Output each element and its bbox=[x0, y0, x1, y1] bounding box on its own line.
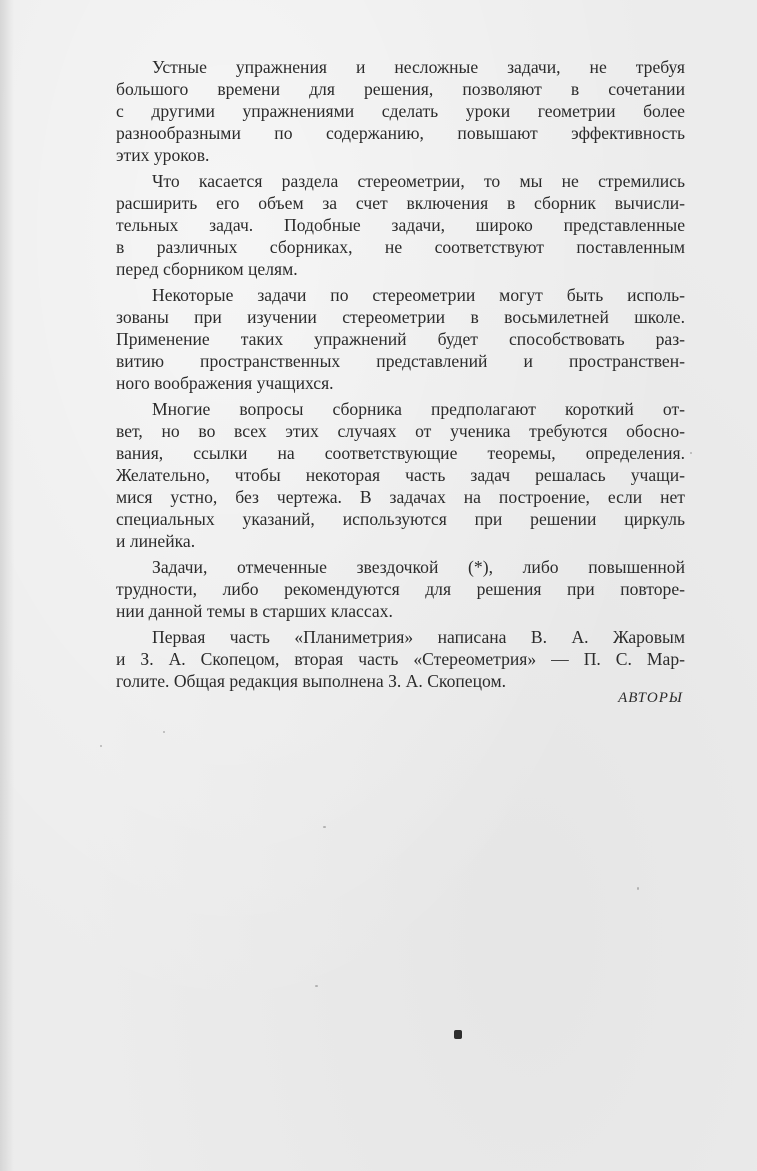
text-line: разнообразными по содержанию, повышают эффективность bbox=[116, 123, 685, 143]
page-edge-shadow bbox=[0, 0, 14, 1171]
text-line: Желательно, чтобы некоторая часть задач решалась учащи- bbox=[116, 465, 685, 485]
text-line: зованы при изучении стереометрии в восьмилетней школе. bbox=[116, 307, 685, 327]
text-line: нии данной темы в старших классах. bbox=[116, 601, 393, 621]
paper-speck bbox=[323, 826, 326, 828]
paper-speck bbox=[637, 887, 639, 890]
text-line: этих уроков. bbox=[116, 145, 210, 165]
paragraph-4 bbox=[116, 398, 685, 552]
text-line: и З. А. Скопецом, вторая часть «Стереометрия» — П. С. Мар- bbox=[116, 649, 685, 669]
text-line: мися устно, без чертежа. В задачах на построение, если нет bbox=[116, 487, 685, 507]
text-line: специальных указаний, используются при решении циркуль bbox=[116, 509, 685, 529]
text-line: расширить его объем за счет включения в сборник вычисли- bbox=[116, 193, 685, 213]
text-line: трудности, либо рекомендуются для решения при повторе- bbox=[116, 579, 685, 599]
text-line: перед сборником целям. bbox=[116, 259, 298, 279]
paper-speck bbox=[690, 452, 692, 454]
text-line: Устные упражнения и несложные задачи, не требуя bbox=[152, 57, 685, 77]
paragraph-5 bbox=[116, 556, 685, 622]
authors-signature: АВТОРЫ bbox=[618, 690, 683, 706]
text-line: Некоторые задачи по стереометрии могут быть исполь- bbox=[152, 285, 685, 305]
paper-speck bbox=[100, 745, 102, 747]
paragraph-6 bbox=[116, 626, 685, 692]
text-line: Что касается раздела стереометрии, то мы не стремились bbox=[152, 171, 685, 191]
text-line: и линейка. bbox=[116, 531, 196, 551]
text-line: ного воображения учащихся. bbox=[116, 373, 334, 393]
paragraph-1 bbox=[116, 56, 685, 166]
paper-speck bbox=[163, 731, 165, 733]
text-line: Задачи, отмеченные звездочкой (*), либо повышенной bbox=[152, 557, 685, 577]
text-line: тельных задач. Подобные задачи, широко представленные bbox=[116, 215, 685, 235]
text-line: большого времени для решения, позволяют в сочетании bbox=[116, 79, 685, 99]
paper-speck bbox=[315, 985, 318, 987]
body-text bbox=[116, 56, 685, 696]
text-line: вания, ссылки на соответствующие теоремы, определения. bbox=[116, 443, 685, 463]
paragraph-2 bbox=[116, 170, 685, 280]
text-line: Первая часть «Планиметрия» написана В. А. Жаровым bbox=[152, 627, 685, 647]
paragraph-3 bbox=[116, 284, 685, 394]
printed-dot-mark bbox=[454, 1030, 462, 1039]
text-line: голите. Общая редакция выполнена З. А. Скопецом. bbox=[116, 671, 507, 691]
text-line: Применение таких упражнений будет способствовать раз- bbox=[116, 329, 685, 349]
text-line: вет, но во всех этих случаях от ученика требуются обосно- bbox=[116, 421, 685, 441]
text-line: витию пространственных представлений и пространствен- bbox=[116, 351, 685, 371]
text-line: с другими упражнениями сделать уроки геометрии более bbox=[116, 101, 685, 121]
text-line: Многие вопросы сборника предполагают короткий от- bbox=[152, 399, 685, 419]
text-line: в различных сборниках, не соответствуют поставленным bbox=[116, 237, 685, 257]
